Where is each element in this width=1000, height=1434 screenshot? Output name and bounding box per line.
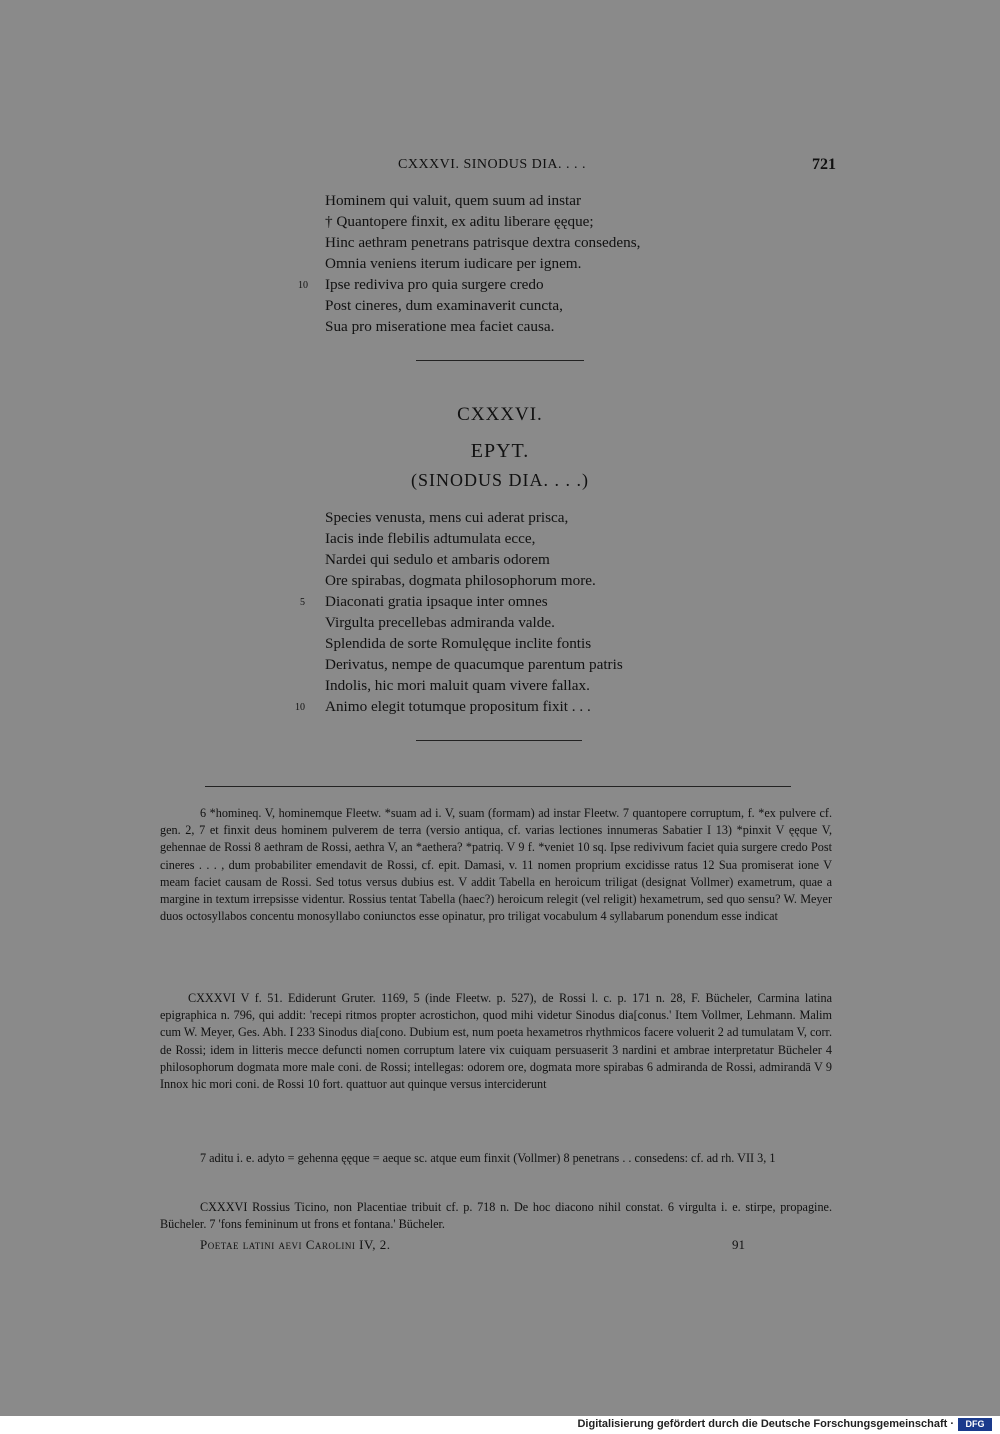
commentary-note-1 — [160, 1150, 832, 1167]
line-number: 10 — [295, 702, 305, 713]
separator-rule — [416, 360, 584, 361]
prev-poem-line: † Quantopere finxit, ex aditu liberare ęęque; — [325, 213, 594, 230]
poem-line: Species venusta, mens cui aderat prisca, — [325, 509, 569, 526]
note-text: CXXXVI V f. 51. Ediderunt Gruter. 1169, 5 (inde Fleetw. p. 527), de Rossi l. c. p. 171 n. 28, F. Bücheler, Carmina latina epigraphica n. 796, qui addit: 'recepi ritmos propter acrostichon, quod mihi videtur Sinodus dia[conus.' Item Vollmer, Lehmann. Malim cum W. Meyer, Ges. Abh. I 233 Sinodus dia[cono. Dubium est, num poeta hexametros rhythmicos facere voluerit 2 ad tumulatam V, corr. de Rossi; idem in litteris mecce defuncti nomen corruptum latere vix cuiquam persuaserit 3 nardini et ambrae interpretatur Bücheler 4 philosophorum dogmata more male coni. de Rossi; intellegas: odorem ore, dogmata more spirabas 6 admiranda de Rossi, admirandā V 9 Innox hic mori coni. de Rossi 10 fort. quattuor aut quinque versus interciderunt — [160, 991, 832, 1092]
poem-subtitle: (SINODUS DIA. . . .) — [411, 470, 589, 490]
apparatus-note-2 — [160, 990, 832, 1093]
dfg-logo[interactable]: DFG — [958, 1418, 992, 1431]
banner-text: Digitalisierung gefördert durch die Deutsche Forschungsgemeinschaft · — [577, 1418, 954, 1430]
footnote-rule — [205, 786, 791, 787]
running-header: CXXXVI. SINODUS DIA. . . . — [398, 157, 586, 172]
poem-number: CXXXVI. — [457, 404, 543, 425]
page-number: 721 — [812, 156, 836, 173]
prev-poem-line: Post cineres, dum examinaverit cuncta, — [325, 297, 563, 314]
line-number: 10 — [298, 280, 308, 291]
prev-poem-line: Omnia veniens iterum iudicare per ignem. — [325, 255, 582, 272]
separator-rule — [416, 740, 582, 741]
prev-poem-line: Hinc aethram penetrans patrisque dextra consedens, — [325, 234, 641, 251]
poem-line: Ore spirabas, dogmata philosophorum more. — [325, 572, 596, 589]
note-text: CXXXVI Rossius Ticino, non Placentiae tribuit cf. p. 718 n. De hoc diacono nihil constat. 6 virgulta i. e. stirpe, propagine. Bücheler. 7 'fons femininum ut frons et fontana.' Bücheler. — [160, 1200, 832, 1232]
prev-poem-line: Ipse rediviva pro quia surgere credo — [325, 276, 544, 293]
printer-signature-title: Poetae latini aevi Carolini IV, 2. — [200, 1237, 391, 1252]
note-text: 6 *homineq. V, hominemque Fleetw. *suam ad i. V, suam (formam) ad instar Fleetw. 7 quantopere corruptum, f. *ex pulvere cf. gen. 2, 7 et finxit deus hominem pulverem de terra (versio antiqua, cf. varias lectiones innumeras Sabatier I 13) *pinxit V ęęque V, gehennae de Rossi 8 aethram de Rossi, aethra V, an *aethera? *patriq. V 9 f. *veniet 10 sq. Ipse redivivum faciet quia surgere credo Post cineres . . . , dum probabiliter emendavit de Rossi, cf. epit. Damasi, v. 11 nomen proprium excidisse ratus 12 Sua promiserat ione V meam faciet causam de Rossi. Sed totus versus dubius est. V addit Tabella en heroicum triligat (designat Vollmer) exametrum, quae a margine in textum irrepsisse videntur. Rossius tentat Tabella (haec?) heroicum relegit (vel religit) hexametrum, sed quo sensu? W. Meyer duos octosyllabos concentu monosyllabo coniunctos esse opinatur, pro triligat vocabulum 4 syllabarum ponendum esse indicat — [160, 806, 832, 924]
digitization-banner — [0, 1416, 1000, 1434]
poem-line: Splendida de sorte Romulęque inclite fontis — [325, 635, 592, 652]
prev-poem-line: Sua pro miseratione mea faciet causa. — [325, 318, 555, 335]
prev-poem-line: Hominem qui valuit, quem suum ad instar — [325, 192, 582, 209]
poem-line: Derivatus, nempe de quacumque parentum patris — [325, 656, 623, 673]
poem-line: Animo elegit totumque propositum fixit . . . — [325, 698, 591, 715]
poem-title: EPYT. — [470, 440, 530, 462]
commentary-note-2 — [160, 1199, 832, 1233]
apparatus-note-1 — [160, 805, 832, 925]
printer-signature-number: 91 — [732, 1237, 745, 1252]
poem-line: Virgulta precellebas admiranda valde. — [325, 614, 555, 631]
note-text: 7 aditu i. e. adyto = gehenna ęęque = aeque sc. atque eum finxit (Vollmer) 8 penetrans . . consedens: cf. ad rh. VII 3, 1 — [200, 1151, 776, 1165]
poem-line: Indolis, hic mori maluit quam vivere fallax. — [325, 677, 590, 694]
poem-line: Iacis inde flebilis adtumulata ecce, — [325, 530, 536, 547]
line-number: 5 — [300, 597, 305, 608]
poem-line: Diaconati gratia ipsaque inter omnes — [325, 593, 548, 610]
poem-line: Nardei qui sedulo et ambaris odorem — [325, 551, 550, 568]
